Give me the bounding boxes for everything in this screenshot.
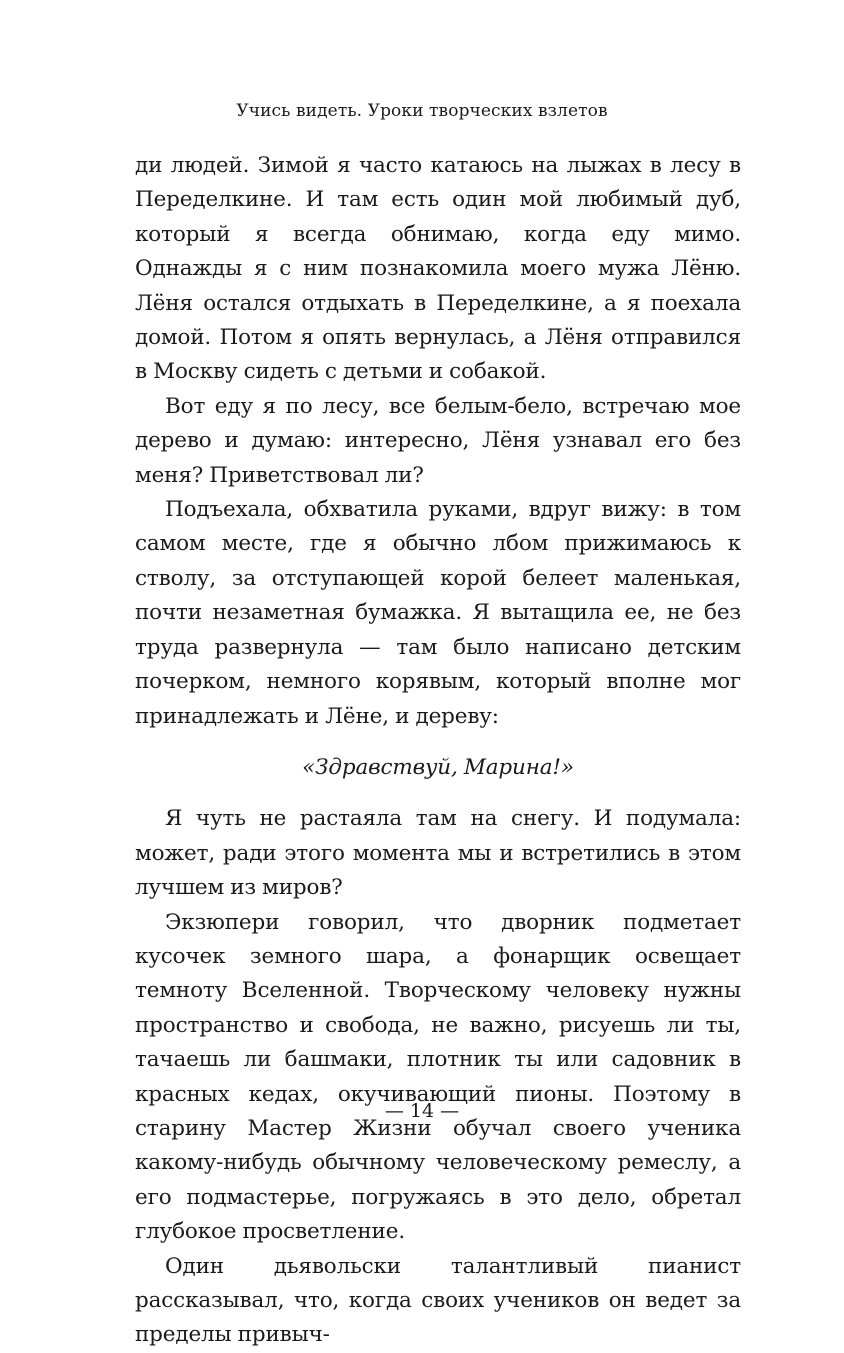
paragraph-exupery: Экзюпери говорил, что дворник подметает кусочек земного шара, а фонарщик освещает темноту Вселенной. Творческому человеку нужны пространство и свобода, не важно, рисуешь ли ты, тачаешь ли башмаки, плотник ты или садовник в красных кедах, окучивающий пионы. Поэтому в старину Мастер Жизни обучал своего ученика какому-нибудь обычному человеческому ремеслу, а его подмастерье, погружаясь в это дело, обретал глубокое просветление.	[135, 909, 741, 1245]
paragraph-continued: ди людей. Зимой я часто катаюсь на лыжах в лесу в Переделкине. И там есть один мой любимый дуб, который я всегда обнимаю, когда еду мимо. Однажды я с ним познакомила моего мужа Лёню. Лёня остался отдыхать в Переделкине, а я поехала домой. Потом я опять вернулась, а Лёня отправился в Москву сидеть с детьми и собакой.	[135, 153, 741, 385]
paragraph-pianist: Один дьявольски талантливый пианист рассказывал, что, когда своих учеников он ведет за пределы привыч-	[135, 1253, 741, 1348]
paragraph-melted: Я чуть не растаяла там на снегу. И подумала: может, ради этого момента мы и встретились в этом лучшем из миров?	[135, 806, 741, 901]
page-body	[135, 149, 741, 1353]
paragraph-forest-ride: Вот еду я по лесу, все белым-бело, встречаю мое дерево и думаю: интересно, Лёня узнавал его без меня? Приветствовал ли?	[135, 393, 741, 488]
running-head: Учись видеть. Уроки творческих взлетов	[236, 101, 608, 121]
paragraph-note-found: Подъехала, обхватила руками, вдруг вижу: в том самом месте, где я обычно лбом прижимаюсь к стволу, за отступающей корой белеет маленькая, почти незаметная бумажка. Я вытащила ее, не без труда развернула — там было написано детским почерком, немного корявым, который вполне мог принадлежать и Лёне, и дереву:	[135, 497, 741, 729]
page-number: — 14 —	[384, 1100, 460, 1122]
greeting-quote: «Здравствуй, Марина!»	[302, 754, 574, 780]
